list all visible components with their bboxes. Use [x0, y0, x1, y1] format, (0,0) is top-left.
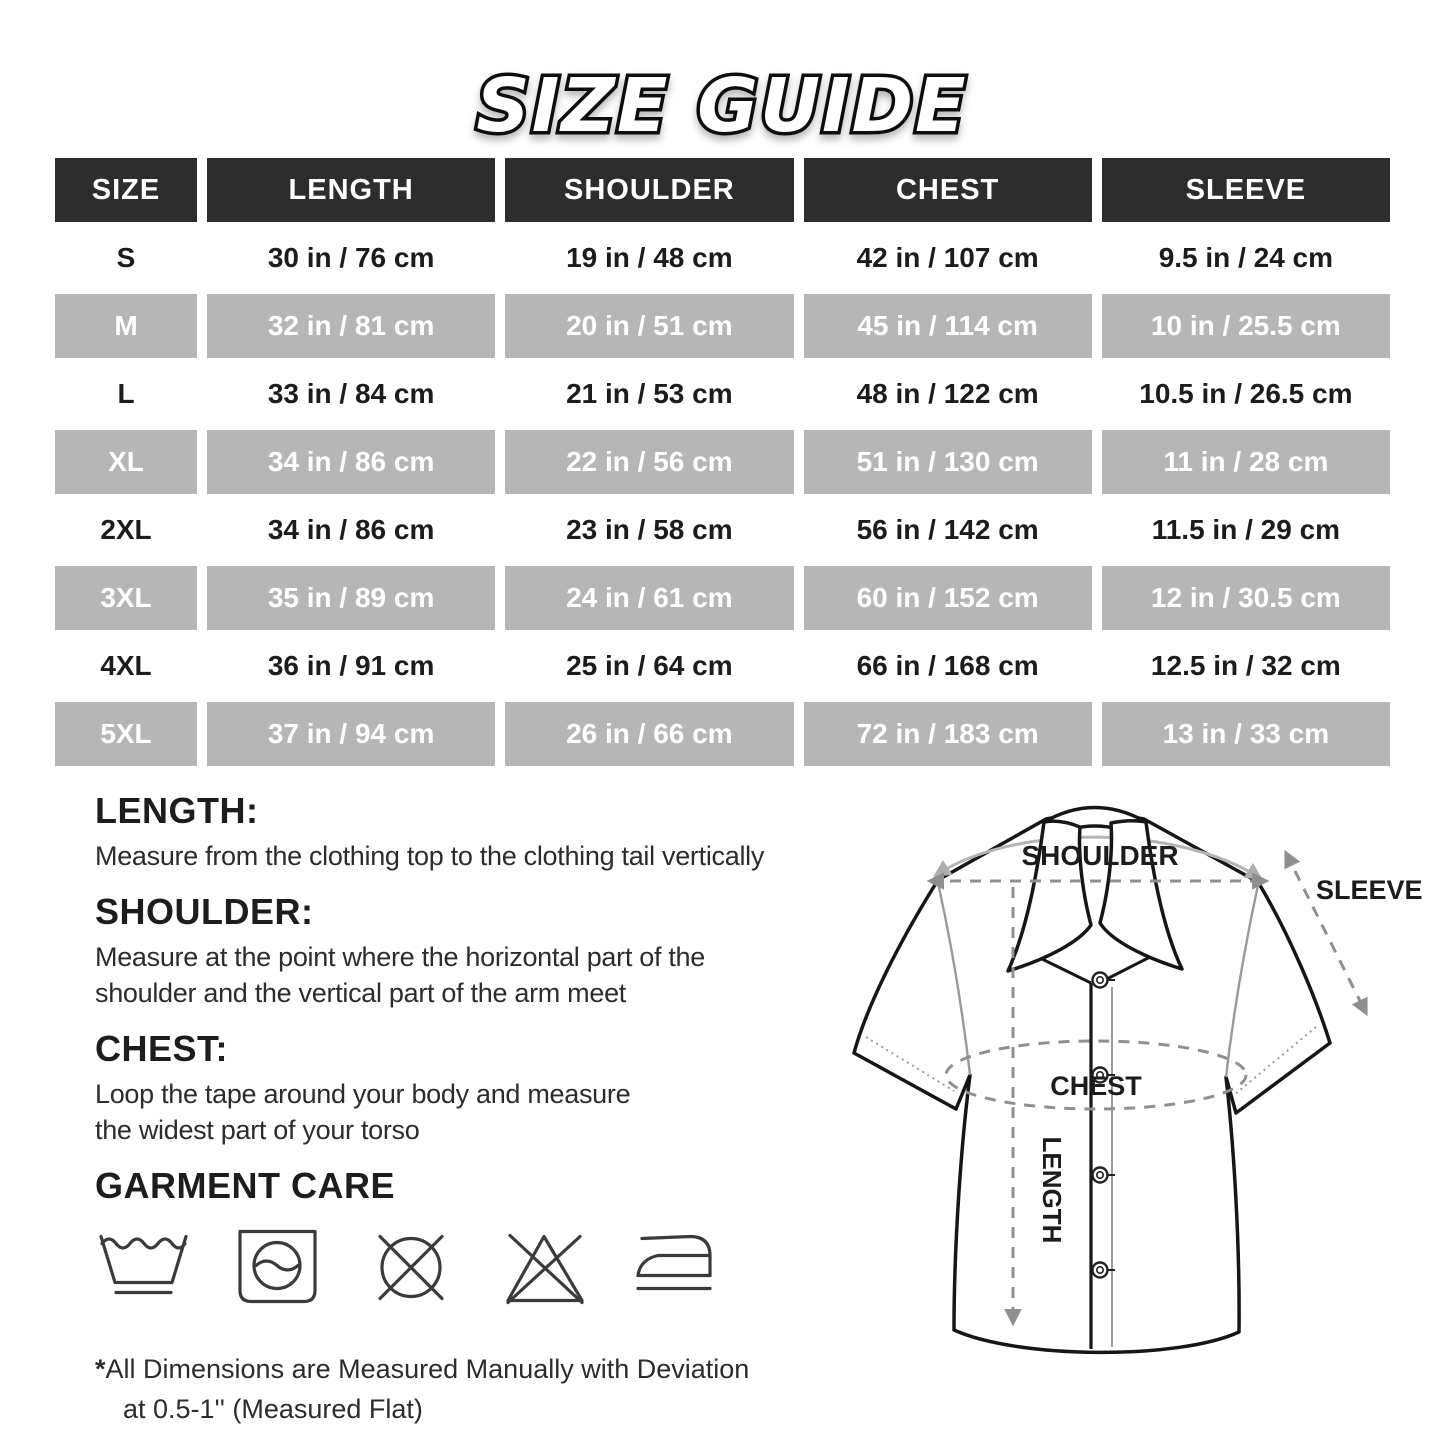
info-column: [95, 790, 865, 1430]
measurement-cell: 30 in / 76 cm: [267, 242, 435, 273]
measurement-cell: 25 in / 64 cm: [566, 650, 733, 681]
size-table: [55, 158, 1390, 766]
measurement-cell: 9.5 in / 24 cm: [1158, 242, 1334, 273]
chest-label: CHEST: [1050, 1071, 1142, 1101]
measurement-cell: 22 in / 56 cm: [505, 430, 793, 494]
table-header-cell: LENGTH: [207, 158, 495, 222]
measure-section: [95, 891, 865, 1012]
measurement-cell: 35 in / 89 cm: [207, 566, 495, 630]
care-icons: [95, 1223, 865, 1319]
measurement-cell: 21 in / 53 cm: [566, 378, 733, 409]
size-cell: 3XL: [55, 566, 197, 630]
title-banner: [0, 36, 1445, 166]
note-text-1: All Dimensions are Measured Manually with Deviation: [105, 1353, 750, 1384]
measurement-cell: 42 in / 107 cm: [856, 242, 1039, 273]
table-header-cell: SLEEVE: [1102, 158, 1390, 222]
measurement-cell: 56 in / 142 cm: [856, 514, 1039, 545]
measurement-cell: 32 in / 81 cm: [207, 294, 495, 358]
measurement-cell: 51 in / 130 cm: [804, 430, 1092, 494]
measure-section: [95, 790, 865, 875]
section-heading: LENGTH:: [95, 790, 259, 831]
note-asterisk: *: [95, 1353, 106, 1384]
size-cell: S: [116, 242, 136, 273]
size-cell: 2XL: [100, 514, 152, 545]
shoulder-label: SHOULDER: [1021, 840, 1179, 871]
table-header-cell: SHOULDER: [505, 158, 793, 222]
measurement-cell: 23 in / 58 cm: [566, 514, 733, 545]
size-cell: XL: [55, 430, 197, 494]
measurement-cell: 72 in / 183 cm: [804, 702, 1092, 766]
measurement-cell: 19 in / 48 cm: [566, 242, 733, 273]
wash-mild-icon: [95, 1223, 195, 1319]
garment-care-heading: GARMENT CARE: [95, 1164, 395, 1206]
note-line-1: [95, 1349, 865, 1390]
length-label: LENGTH: [1037, 1136, 1067, 1244]
measurement-cell: 34 in / 86 cm: [207, 430, 495, 494]
section-body-line: Measure at the point where the horizontal part of the: [95, 941, 705, 972]
measurement-cell: 20 in / 51 cm: [505, 294, 793, 358]
note-text-2: at 0.5-1'' (Measured Flat): [123, 1394, 423, 1425]
measurement-cell: 33 in / 84 cm: [267, 378, 435, 409]
measure-sections: [95, 790, 865, 1149]
measurement-cell: 37 in / 94 cm: [207, 702, 495, 766]
measurement-cell: 36 in / 91 cm: [267, 650, 435, 681]
section-heading: SHOULDER:: [95, 890, 314, 932]
measurement-cell: 11 in / 28 cm: [1102, 430, 1390, 494]
section-body-line: shoulder and the vertical part of the arm meet: [95, 977, 626, 1008]
measurement-cell: 26 in / 66 cm: [505, 702, 793, 766]
measurement-cell: 13 in / 33 cm: [1102, 702, 1390, 766]
shirt-diagram: [838, 775, 1445, 1375]
measurement-cell: 66 in / 168 cm: [856, 650, 1039, 681]
page-title: SIZE GUIDE: [476, 63, 968, 149]
section-body-line: Loop the tape around your body and measure: [95, 1078, 631, 1109]
table-header-cell: CHEST: [804, 158, 1092, 222]
size-cell: 5XL: [55, 702, 197, 766]
measurement-cell: 24 in / 61 cm: [505, 566, 793, 630]
measurement-cell: 60 in / 152 cm: [804, 566, 1092, 630]
measurement-cell: 10.5 in / 26.5 cm: [1139, 378, 1353, 409]
table-header-cell: SIZE: [55, 158, 197, 222]
measurement-cell: 12 in / 30.5 cm: [1102, 566, 1390, 630]
note: [95, 1349, 865, 1430]
do-not-dry-clean-icon: [363, 1223, 463, 1319]
size-cell: 4XL: [100, 650, 152, 681]
measurement-cell: 45 in / 114 cm: [804, 294, 1092, 358]
section-body-line: the widest part of your torso: [95, 1114, 420, 1145]
measurement-cell: 12.5 in / 32 cm: [1150, 650, 1341, 681]
do-not-bleach-icon: [497, 1223, 597, 1319]
measurement-cell: 10 in / 25.5 cm: [1102, 294, 1390, 358]
measurement-cell: 11.5 in / 29 cm: [1151, 514, 1341, 545]
iron-icon: [631, 1223, 731, 1319]
measure-section: [95, 1028, 865, 1149]
size-cell: L: [117, 378, 135, 409]
sleeve-label: SLEEVE: [1316, 875, 1423, 905]
section-body-line: Measure from the clothing top to the clothing tail vertically: [95, 841, 765, 871]
size-cell: M: [55, 294, 197, 358]
section-heading: CHEST:: [95, 1027, 229, 1069]
measurement-cell: 48 in / 122 cm: [856, 378, 1039, 409]
measurement-cell: 34 in / 86 cm: [267, 514, 435, 545]
machine-wash-icon: [229, 1223, 329, 1319]
